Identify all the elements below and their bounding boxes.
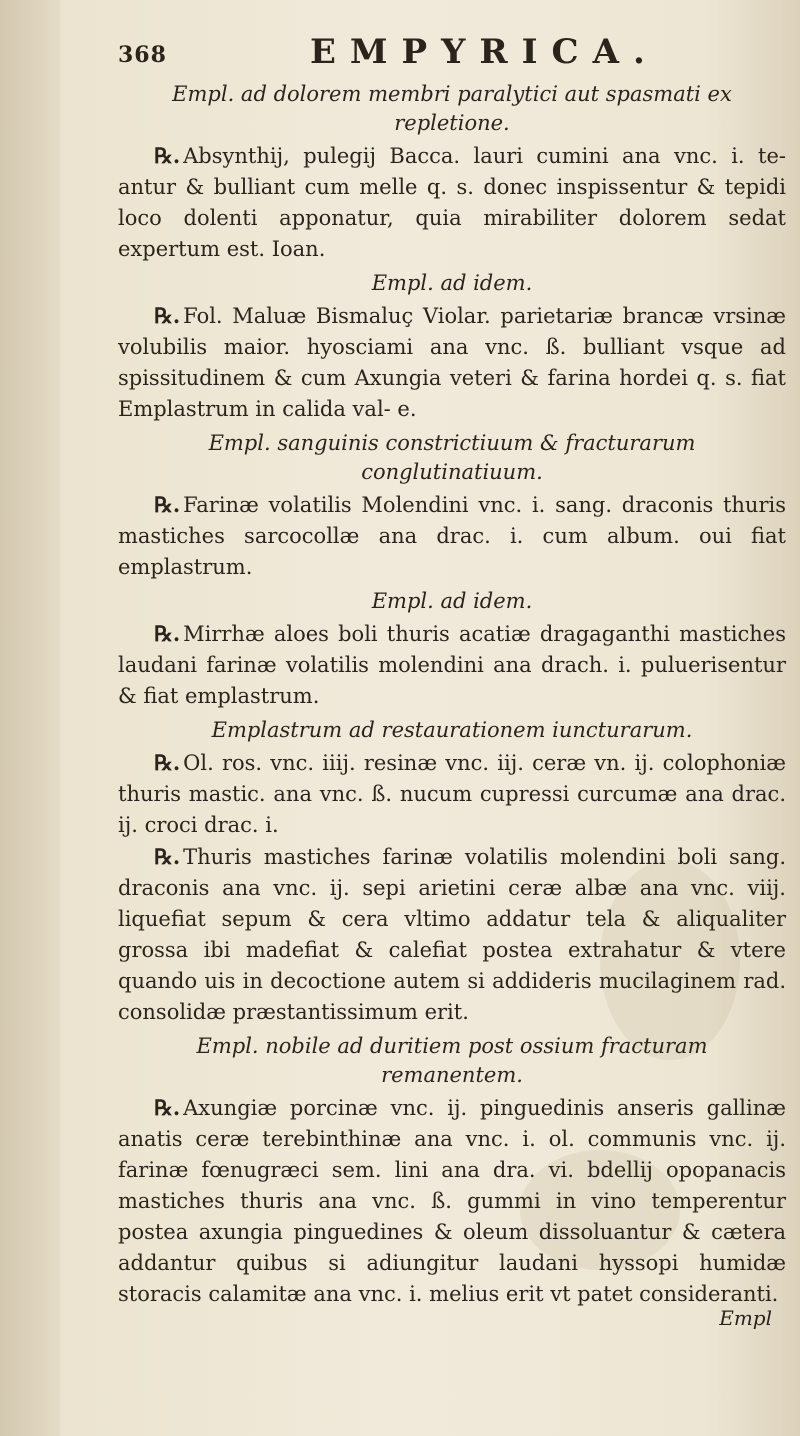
folio-number: 368 xyxy=(118,42,167,68)
recipe-symbol: ℞. xyxy=(154,844,181,869)
recipe-symbol: ℞. xyxy=(154,621,181,646)
page-gutter xyxy=(0,0,60,1436)
main-text xyxy=(118,76,786,1310)
recipe-text xyxy=(118,489,786,583)
recipe-text xyxy=(118,747,786,841)
recipe-body: Absynthij, pulegij Bacca. lauri cumini ana vnc. i. te- antur & bulliant cum melle q. s. donec inspissentur & tepidi loco dolenti apponatur, quia mirabiliter dolorem sedat expertum est. Ioan. xyxy=(118,144,786,261)
recipe-body: Mirrhæ aloes boli thuris acatiæ dragaganthi mastiches laudani farinæ volatilis molendini ana drach. i. puluerisentur & fiat emplastrum. xyxy=(118,622,786,708)
recipe-body: Farinæ volatilis Molendini vnc. i. sang. draconis thuris mastiches sarcocollæ ana drac. i. cum album. oui fiat emplastrum. xyxy=(118,493,786,579)
recipe-heading: Empl. nobile ad duritiem post ossium fracturam remanentem. xyxy=(196,1034,708,1087)
recipe-heading: Empl. ad idem. xyxy=(371,271,533,295)
recipe-heading: Empl. ad idem. xyxy=(371,589,533,613)
recipe-text xyxy=(118,618,786,712)
running-title: EMPYRICA. xyxy=(310,32,659,72)
recipe-heading: Empl. ad dolorem membri paralytici aut spasmati ex repletione. xyxy=(172,82,732,135)
page-header xyxy=(118,28,718,74)
recipe-body: Thuris mastiches farinæ volatilis molendini boli sang. draconis ana vnc. ij. sepi arietini ceræ albæ ana vnc. viij. liquefiat sepum & cera vltimo addatur tela & aliqualiter grossa ibi madefiat & calefiat postea extrahatur & vtere quando uis in decoctione autem si addideris mucilaginem rad. consolidæ præstantissimum erit. xyxy=(118,845,786,1024)
recipe-heading: Empl. sanguinis constrictiuum & fracturarum conglutinatiuum. xyxy=(208,431,696,484)
recipe-body: Axungiæ porcinæ vnc. ij. pinguedinis anseris gallinæ anatis ceræ terebinthinæ ana vnc. i. ol. communis vnc. ij. farinæ fœnugræci sem. lini ana dra. vi. bdellij opopanacis mastiches thuris ana vnc. ß. gummi in vino temperentur postea axungia pinguedines & oleum dissoluantur & cætera addantur quibus si adiungitur laudani hyssopi humidæ storacis calamitæ ana vnc. i. melius erit vt patet consideranti. xyxy=(118,1096,786,1306)
recipe-text xyxy=(118,1092,786,1310)
recipe-text xyxy=(118,140,786,265)
recipe-text xyxy=(118,841,786,1028)
recipe-symbol: ℞. xyxy=(154,143,181,168)
recipe-text xyxy=(118,300,786,425)
recipe-heading: Emplastrum ad restaurationem iuncturarum. xyxy=(211,718,693,742)
recipe-body: Fol. Maluæ Bismaluç Violar. parietariæ brancæ vrsinæ volubilis maior. hyosciami ana vnc. ß. bulliant vsque ad spissitudinem & cum Axungia veteri & farina hordei q. s. fiat Emplastrum in calida val- e. xyxy=(118,304,786,421)
recipe-symbol: ℞. xyxy=(154,492,181,517)
recipe-symbol: ℞. xyxy=(154,303,181,328)
catchword: Empl xyxy=(719,1306,772,1330)
recipe-symbol: ℞. xyxy=(154,1095,181,1120)
recipe-symbol: ℞. xyxy=(154,750,181,775)
recipe-body: Ol. ros. vnc. iiij. resinæ vnc. iij. ceræ vn. ij. colophoniæ thuris mastic. ana vnc. ß. nucum cupressi curcumæ ana drac. ij. croci drac. i. xyxy=(118,751,786,837)
